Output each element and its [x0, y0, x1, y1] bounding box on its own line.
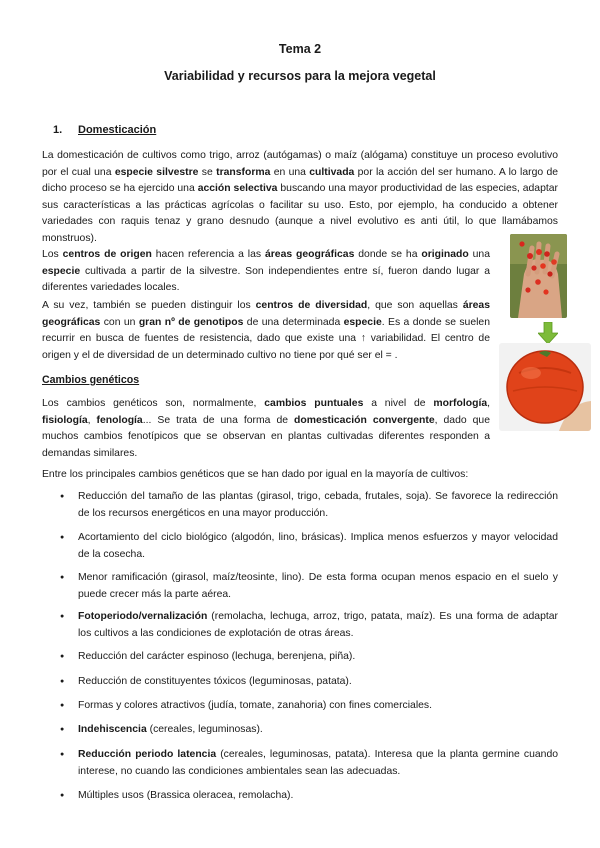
list-item: ● Reducción de constituyentes tóxicos (leguminosas, patata). [78, 674, 558, 691]
document-title: Tema 2 [278, 42, 322, 56]
section-heading-domesticacion [53, 124, 156, 136]
list-item: ● Reducción del carácter espinoso (lechuga, berenjena, piña). [78, 649, 558, 666]
paragraph-intro-list: Entre los principales cambios genéticos que se han dado por igual en la mayoría de cultivos: [42, 469, 469, 480]
list-item: ● Múltiples usos (Brassica oleracea, remolacha). [78, 788, 558, 805]
paragraph-cambios-geneticos: Los cambios genéticos son, normalmente, cambios puntuales a nivel de morfología, fisiología, fenología... Se trata de una forma de domesticación convergente, dado que muchos cambios fenotípicos que se observan en plantas cultivadas diferentes responden a demandas similares. [42, 398, 490, 459]
list-item: ● Indehiscencia (cereales, leguminosas). [78, 722, 558, 739]
list-item: ● Fotoperiodo/vernalización (remolacha, lechuga, arroz, trigo, patata, maíz). Es una forma de adaptar los cultivos a las condiciones de explotación de otras áreas. [78, 609, 558, 642]
list-item: ● Reducción del tamaño de las plantas (girasol, trigo, cebada, frutales, soja). Se favorece la redirección de los recursos energéticos en una mayor producción. [78, 489, 558, 522]
list-item: ● Formas y colores atractivos (judía, tomate, zanahoria) con fines comerciales. [78, 698, 558, 715]
list-item: ● Menor ramificación (girasol, maíz/teosinte, lino). De esta forma ocupan menos espacio en el suelo y puede crecer más la parte aérea. [78, 570, 558, 603]
document-subtitle: Variabilidad y recursos para la mejora vegetal [164, 69, 436, 83]
section-number: 1. [53, 124, 63, 136]
paragraph-domestication: La domesticación de cultivos como trigo, arroz (autógamas) o maíz (alógama) constituye un proceso evolutivo por el cual una especie silvestre se transforma en una cultivada por la acción del ser humano. A lo largo de dicho proceso se ha ejercido una acción selectiva buscando una mayor productividad de las especies, adaptar sus características a las prácticas agrícolas o facilitar su uso. Esto, por ejemplo, ha conducido a obtener variedades con raquis tenaz y grano desnudo (aunque a nivel evolutivo es anti útil, lo que llamábamos monstruos). [42, 150, 559, 244]
list-item: ● Acortamiento del ciclo biológico (algodón, lino, brásicas). Implica menos esfuerzos y mayor velocidad de la cosecha. [78, 530, 558, 563]
wild-tomato-hand-photo [510, 234, 567, 318]
section-label: Domesticación [78, 124, 157, 136]
list-item: ● Reducción periodo latencia (cereales, leguminosas, patata). Interesa que la planta germine cuando interese, no cuando las condiciones ambientales sean las adecuadas. [78, 747, 558, 780]
cultivated-tomato-photo [499, 343, 591, 431]
paragraph-centros-origen: Los centros de origen hacen referencia a las áreas geográficas donde se ha originado una especie cultivada a partir de la silvestre. Son independientes entre sí, fueron dando lugar a diferentes variedades locales. [42, 249, 490, 293]
section-heading-cambios-geneticos: Cambios genéticos [42, 374, 140, 386]
paragraph-centros-diversidad: A su vez, también se pueden distinguir los centros de diversidad, que son aquellas áreas geográficas con un gran nº de genotipos de una determinada especie. Es a donde se suelen recurrir en busca de fuentes de resistencia, dado que existe una ↑ variabilidad. El centro de origen y el de diversidad de un determinado cultivo no tiene por qué ser el = . [42, 300, 490, 361]
